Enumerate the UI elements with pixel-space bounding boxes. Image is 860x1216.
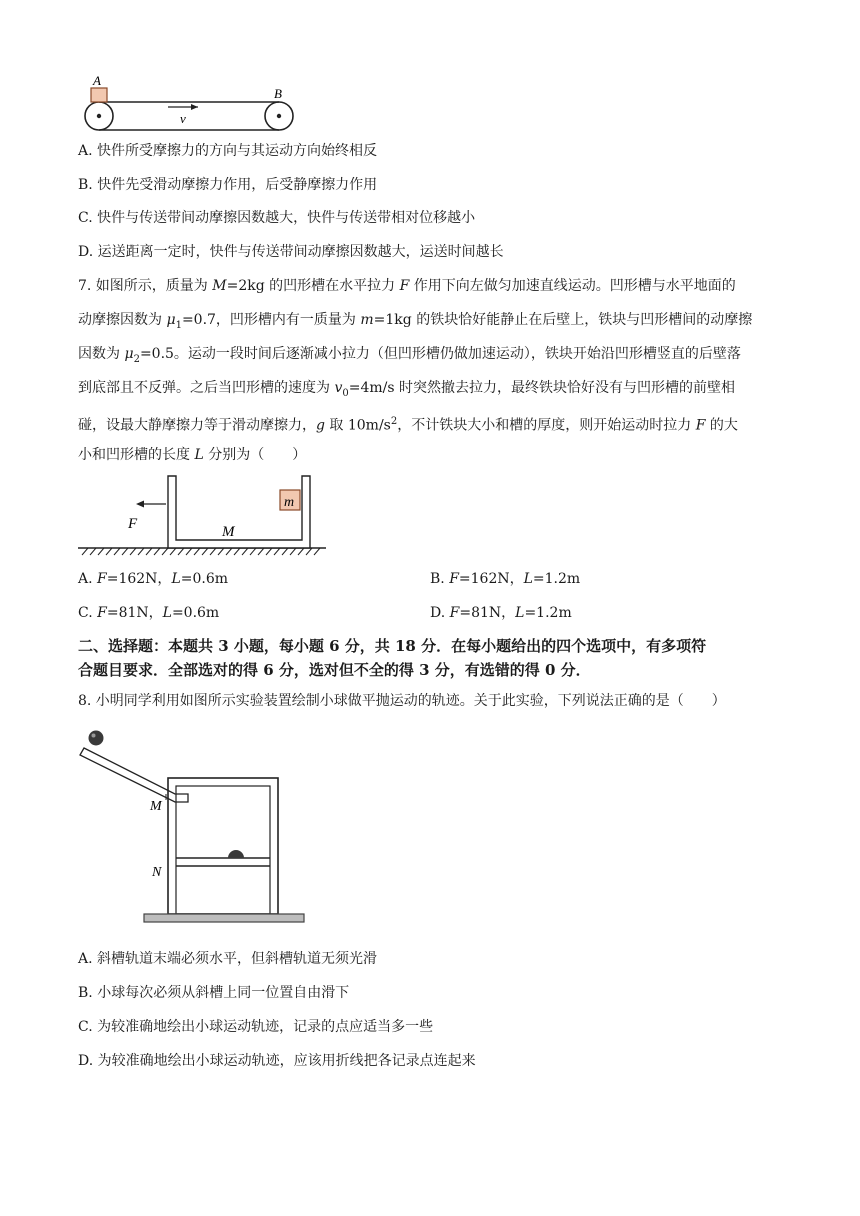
- q8-option-c: C. 为较准确地绘出小球运动轨迹，记录的点应适当多一些: [78, 1019, 434, 1035]
- q7-option-b: B. F=162N，L=1.2m: [430, 571, 581, 587]
- label-n-point: N: [152, 865, 162, 880]
- label-m-point: M: [150, 799, 162, 814]
- label-big-m: M: [222, 524, 235, 540]
- q7-option-c: C. F=81N，L=0.6m: [78, 605, 220, 621]
- trough-figure: [78, 474, 338, 564]
- q7-stem-line-3: 因数为 $\mu_2=0.5$。运动一段时间后逐渐减小拉力（但凹形槽仍做加速运动），铁块开始沿凹形槽竖直的后壁落: [78, 346, 741, 365]
- q8-option-d: D. 为较准确地绘出小球运动轨迹，应该用折线把各记录点连起来: [78, 1053, 476, 1069]
- inclined-chute: [80, 748, 188, 802]
- ball: [89, 731, 104, 746]
- label-v: v: [180, 111, 186, 126]
- q7-option-d: D. F=81N，L=1.2m: [430, 605, 572, 621]
- q6-option-b: B. 快件先受滑动摩擦力作用，后受静摩擦力作用: [78, 177, 378, 193]
- q7-stem-line-1: 7. 如图所示，质量为 M=2kg 的凹形槽在水平拉力 F 作用下向左做匀加速直线运动。凹形槽与水平地面的: [78, 278, 736, 294]
- board-frame-inner: [176, 786, 270, 914]
- q8-option-a: A. 斜槽轨道末端必须水平，但斜槽轨道无须光滑: [78, 951, 378, 967]
- q6-option-d: D. 运送距离一定时，快件与传送带间动摩擦因数越大，运送时间越长: [78, 244, 504, 260]
- q8-option-b: B. 小球每次必须从斜槽上同一位置自由滑下: [78, 985, 350, 1001]
- q7-stem-line-2: 动摩擦因数为 $\mu_1=0.7$，凹形槽内有一质量为 m=1kg 的铁块恰好能静止在后壁上，铁块与凹形槽间的动摩擦: [78, 312, 753, 331]
- q7-stem-line-5: 碰，设最大静摩擦力等于滑动摩擦力，g 取 $10m/s^2$，不计铁块大小和槽的厚度，则开始运动时拉力 F 的大: [78, 416, 738, 434]
- label-m: m: [284, 495, 295, 510]
- q7-stem-line-6: 小和凹形槽的长度 L 分别为（ ）: [78, 447, 307, 463]
- label-a: A: [93, 73, 101, 88]
- label-f: F: [128, 516, 138, 532]
- landing-ball: [228, 850, 244, 858]
- section-2-heading-line-1: 二、选择题：本题共 3 小题，每小题 6 分，共 18 分．在每小题给出的四个选项中，有多项符: [78, 637, 707, 655]
- q7-stem-line-4: 到底部且不反弹。之后当凹形槽的速度为 $v_0=4m/s$ 时突然撤去拉力，最终铁块恰好没有与凹形槽的前壁相: [78, 380, 736, 399]
- label-b: B: [274, 86, 282, 101]
- projectile-apparatus-figure: [80, 724, 310, 930]
- package-block: [91, 88, 107, 102]
- q6-option-a: A. 快件所受摩擦力的方向与其运动方向始终相反: [78, 143, 378, 159]
- conveyor-belt-figure: [80, 73, 300, 140]
- section-2-heading-line-2: 合题目要求．全部选对的得 6 分，选对但不全的得 3 分，有选错的得 0 分．: [78, 661, 591, 679]
- q6-option-c: C. 快件与传送带间动摩擦因数越大，快件与传送带相对位移越小: [78, 210, 476, 226]
- q8-stem: 8. 小明同学利用如图所示实验装置绘制小球做平抛运动的轨迹。关于此实验，下列说法正确的是（ ）: [78, 693, 726, 709]
- base-plate: [144, 914, 304, 922]
- u-trough: [168, 476, 310, 548]
- q7-option-a: A. F=162N，L=0.6m: [78, 571, 229, 587]
